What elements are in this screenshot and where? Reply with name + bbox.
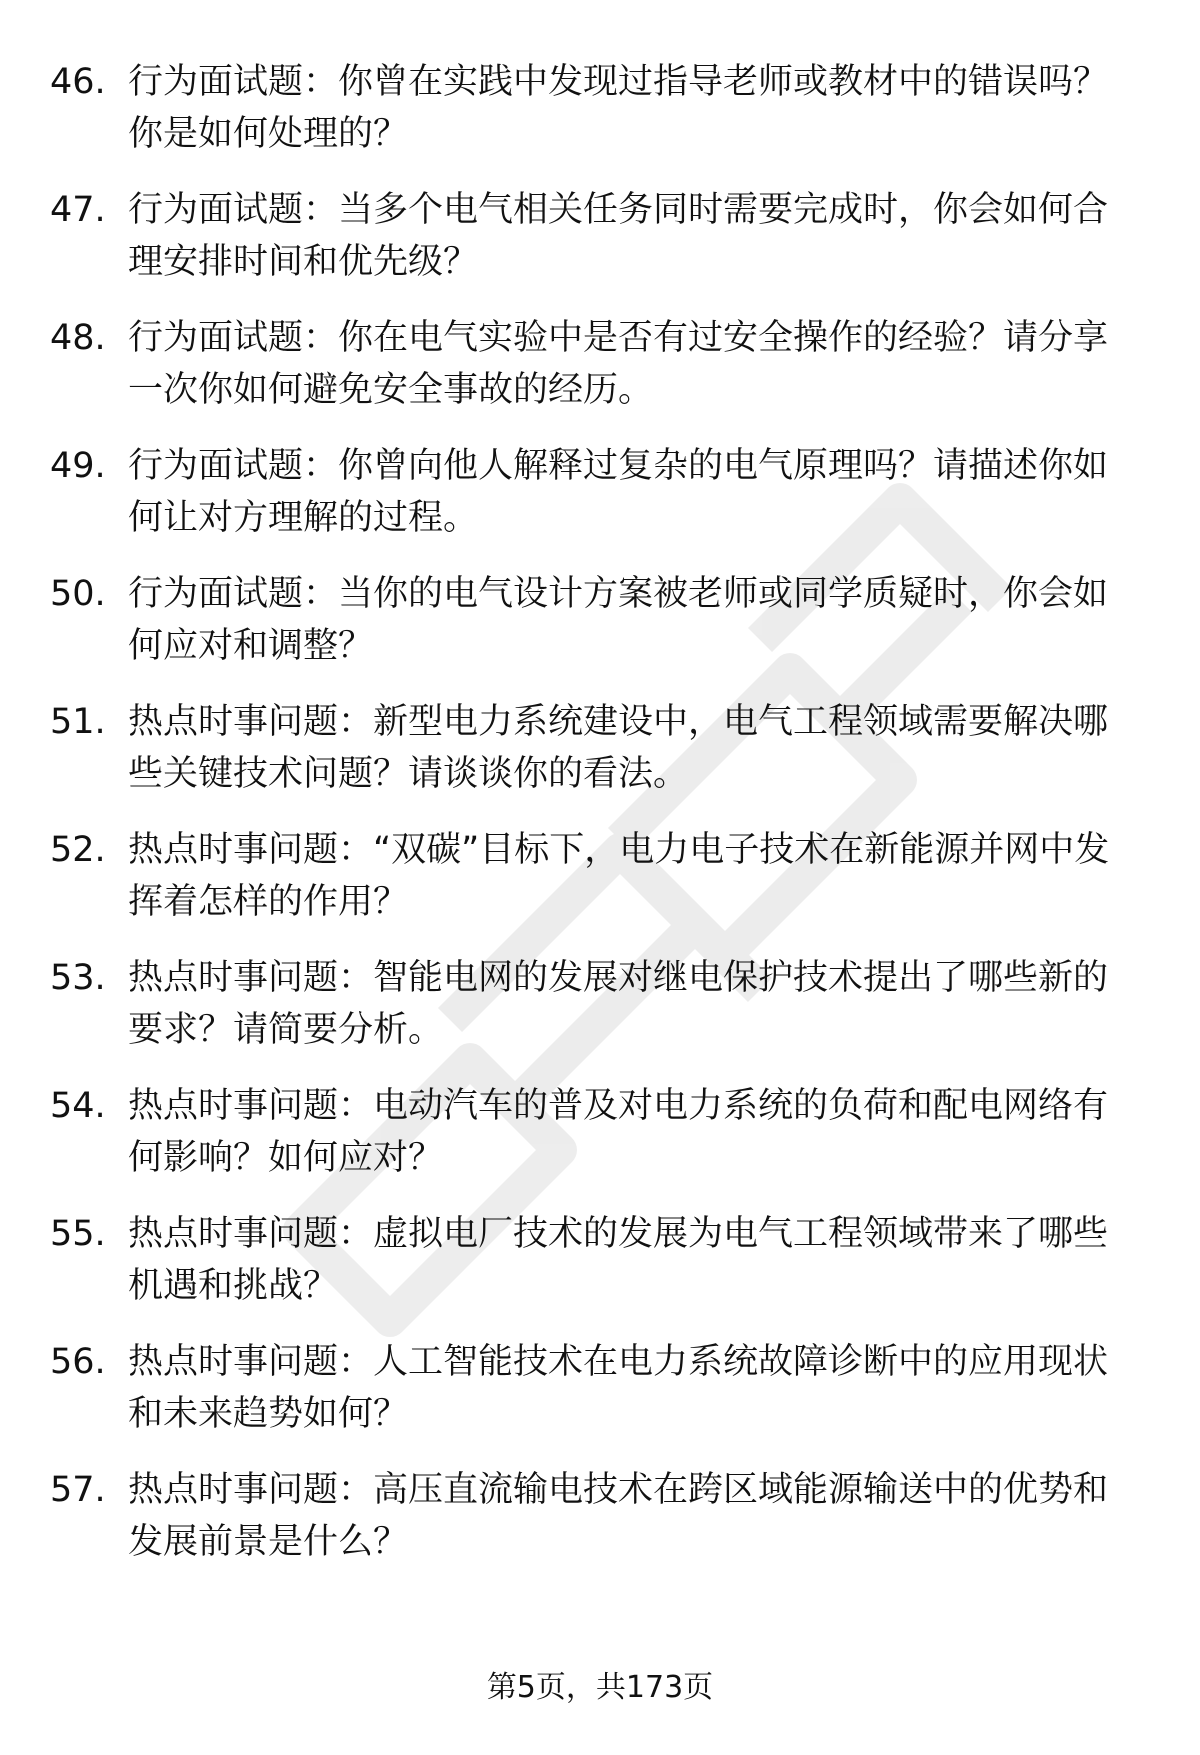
question-number: 51. <box>50 702 106 742</box>
question-text: 行为面试题：当多个电气相关任务同时需要完成时，你会如何合理安排时间和优先级？ <box>128 190 1109 282</box>
question-text: 行为面试题：你在电气实验中是否有过安全操作的经验？请分享一次你如何避免安全事故的经历。 <box>128 318 1109 410</box>
list-item <box>0 696 1200 824</box>
question-number: 55. <box>50 1214 106 1254</box>
list-item <box>0 1208 1200 1336</box>
question-text: 行为面试题：当你的电气设计方案被老师或同学质疑时，你会如何应对和调整？ <box>128 574 1109 666</box>
list-item <box>0 312 1200 440</box>
list-item <box>0 1336 1200 1464</box>
question-text: 行为面试题：你曾向他人解释过复杂的电气原理吗？请描述你如何让对方理解的过程。 <box>128 446 1109 538</box>
list-item <box>0 1464 1200 1592</box>
question-text: 热点时事问题：电动汽车的普及对电力系统的负荷和配电网络有何影响？如何应对？ <box>128 1086 1109 1178</box>
question-number: 57. <box>50 1470 106 1510</box>
question-text: 热点时事问题：智能电网的发展对继电保护技术提出了哪些新的要求？请简要分析。 <box>128 958 1109 1050</box>
list-item <box>0 568 1200 696</box>
list-item <box>0 1080 1200 1208</box>
list-item <box>0 56 1200 184</box>
list-item <box>0 824 1200 952</box>
question-number: 49. <box>50 446 106 486</box>
question-text: 热点时事问题：虚拟电厂技术的发展为电气工程领域带来了哪些机遇和挑战？ <box>128 1214 1109 1306</box>
question-number: 46. <box>50 62 106 102</box>
question-number: 52. <box>50 830 106 870</box>
list-item <box>0 184 1200 312</box>
question-text: 热点时事问题：新型电力系统建设中，电气工程领域需要解决哪些关键技术问题？请谈谈你的看法。 <box>128 702 1109 794</box>
list-item <box>0 952 1200 1080</box>
question-number: 50. <box>50 574 106 614</box>
question-text: 热点时事问题：高压直流输电技术在跨区域能源输送中的优势和发展前景是什么？ <box>128 1470 1109 1562</box>
question-number: 48. <box>50 318 106 358</box>
question-text: 热点时事问题：人工智能技术在电力系统故障诊断中的应用现状和未来趋势如何？ <box>128 1342 1109 1434</box>
list-item <box>0 440 1200 568</box>
question-number: 47. <box>50 190 106 230</box>
question-number: 54. <box>50 1086 106 1126</box>
question-text: 行为面试题：你曾在实践中发现过指导老师或教材中的错误吗？你是如何处理的？ <box>128 62 1109 154</box>
question-text: 热点时事问题：“双碳”目标下，电力电子技术在新能源并网中发挥着怎样的作用？ <box>128 830 1110 922</box>
page-footer: 第5页，共173页 <box>486 1670 714 1705</box>
question-number: 56. <box>50 1342 106 1382</box>
question-number: 53. <box>50 958 106 998</box>
question-list <box>0 56 1200 1592</box>
